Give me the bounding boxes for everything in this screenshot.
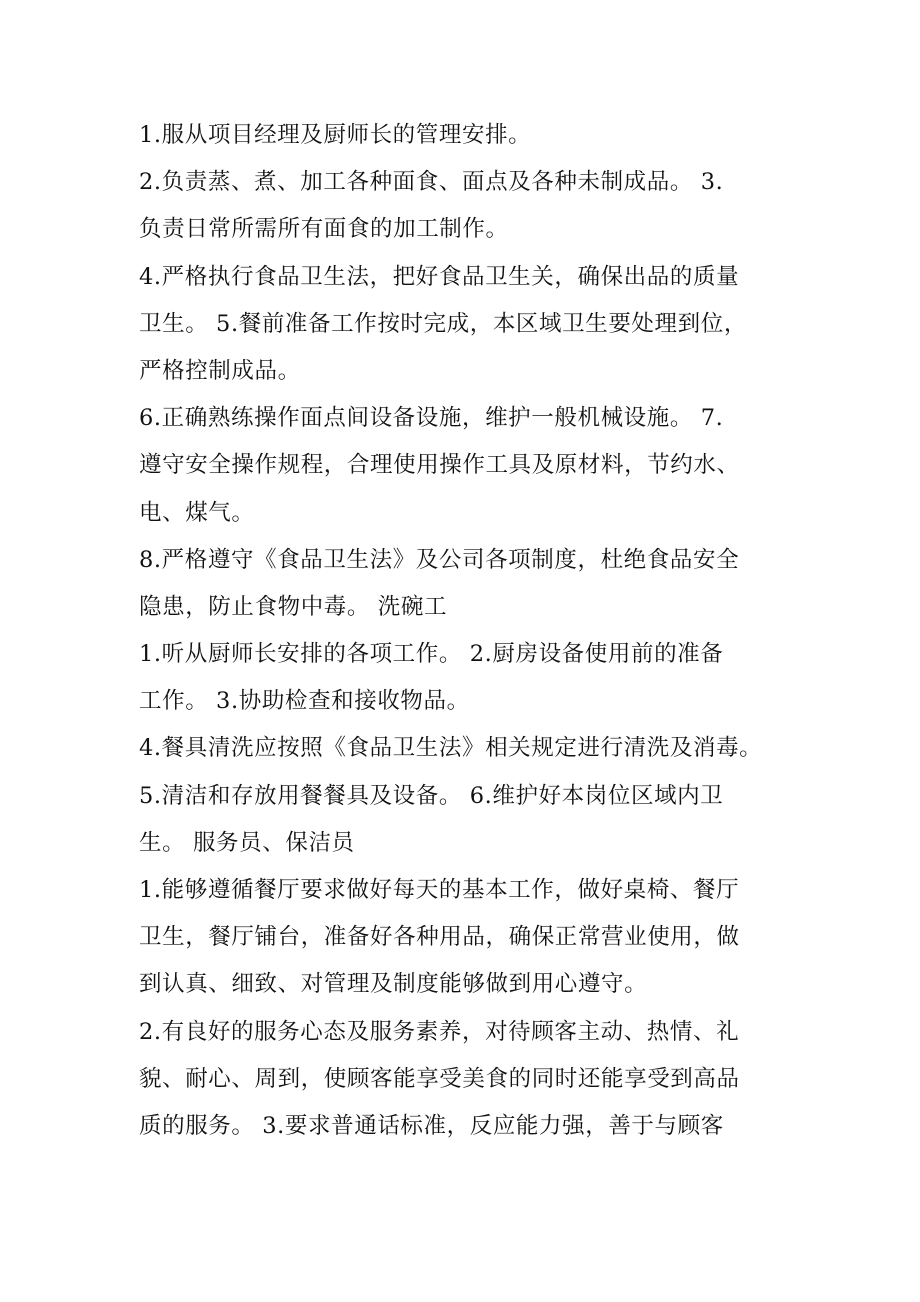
text-line: 电、煤气。 <box>139 499 255 526</box>
text-line: 6.正确熟练操作面点间设备设施，维护一般机械设施。 7. <box>139 405 724 432</box>
text-line: 生。 服务员、保洁员 <box>139 829 355 856</box>
text-line: 卫生，餐厅铺台，准备好各种用品，确保正常营业使用，做 <box>139 924 740 951</box>
text-line: 遵守安全操作规程，合理使用操作工具及原材料，节约水、 <box>139 452 740 479</box>
text-line: 8.严格遵守《食品卫生法》及公司各项制度，杜绝食品安全 <box>139 546 740 573</box>
document-body <box>139 112 799 1150</box>
text-line: 1.能够遵循餐厅要求做好每天的基本工作，做好桌椅、餐厅 <box>139 877 740 903</box>
text-line: 貌、耐心、周到，使顾客能享受美食的同时还能享受到高品 <box>139 1065 740 1092</box>
text-line: 2.负责蒸、煮、加工各种面食、面点及各种未制成品。 3. <box>139 169 724 196</box>
text-line: 卫生。 5.餐前准备工作按时完成，本区域卫生要处理到位， <box>139 310 747 337</box>
text-line: 1.听从厨师长安排的各项工作。 2.厨房设备使用前的准备 <box>139 641 724 668</box>
text-line: 严格控制成品。 <box>139 357 301 384</box>
text-line: 到认真、细致、对管理及制度能够做到用心遵守。 <box>139 971 648 998</box>
text-line: 5.清洁和存放用餐餐具及设备。 6.维护好本岗位区域内卫 <box>139 782 724 809</box>
text-line: 负责日常所需所有面食的加工制作。 <box>139 216 509 243</box>
text-line: 工作。 3.协助检查和接收物品。 <box>139 688 470 715</box>
text-line: 4.餐具清洗应按照《食品卫生法》相关规定进行清洗及消毒。 <box>139 735 763 762</box>
text-line: 质的服务。 3.要求普通话标准，反应能力强，善于与顾客 <box>139 1112 724 1139</box>
text-line: 隐患，防止食物中毒。 洗碗工 <box>139 593 448 620</box>
text-line: 2.有良好的服务心态及服务素养，对待顾客主动、热情、礼 <box>139 1018 740 1045</box>
text-line: 1.服从项目经理及厨师长的管理安排。 <box>139 122 532 148</box>
text-line: 4.严格执行食品卫生法，把好食品卫生关，确保出品的质量 <box>139 263 740 290</box>
